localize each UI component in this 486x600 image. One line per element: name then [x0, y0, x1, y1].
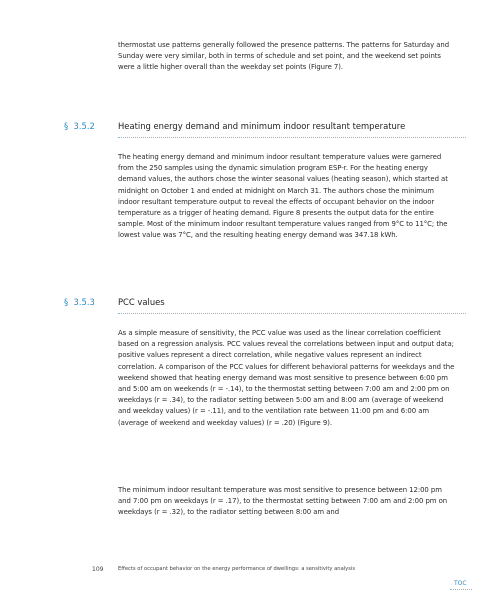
- section-title: PCC values: [118, 297, 165, 307]
- section-heading-3-5-2: [64, 121, 466, 143]
- running-title: Effects of occupant behavior on the energy performance of dwellings: a sensitivity analysis: [118, 566, 356, 572]
- section-symbol: §: [64, 297, 69, 307]
- section-title: Heating energy demand and minimum indoor resultant temperature: [118, 121, 406, 131]
- section-heading-3-5-3: [64, 297, 466, 319]
- toc-link[interactable]: TOC: [454, 580, 467, 587]
- section-number-text: 3.5.2: [73, 121, 95, 131]
- section-symbol: §: [64, 121, 69, 131]
- paragraph-heating-demand: The heating energy demand and minimum indoor resultant temperature values were garnered from the 250 samples using the dynamic simulation program ESP-r. For the heating energy demand values, the authors chose the winter seasonal values (heating season), which started at midnight on October 1 and ended at midnight on March 31. The authors chose the minimum indoor resultant temperature output to reveal the effects of occupant behavior on the indoor temperature as a trigger of heating demand. Figure 8 presents the output data for the entire sample. Most of the minimum indoor resultant temperature values ranged from 9°C to 11°C; the lowest value was 7°C, and the resulting heating energy demand was 347.18 kWh.: [118, 153, 448, 240]
- page-footer: [0, 566, 486, 578]
- paragraph-min-temperature: The minimum indoor resultant temperature was most sensitive to presence between 12:00 pm and 7:00 pm on weekdays (r = .17), to the thermostat setting between 7:00 am and 2:00 pm on weekdays (r = .32), to the radiator setting between 8:00 am and: [118, 486, 448, 517]
- section-number: [64, 121, 95, 131]
- page-number: 109: [92, 566, 104, 573]
- section-divider: [118, 313, 466, 314]
- paragraph-pcc-values: As a simple measure of sensitivity, the PCC value was used as the linear correlation coefficient based on a regression analysis. PCC values reveal the correlations between input and output data; positive values represent a direct correlation, while negative values represent an indirect correlation. A comparison of the PCC values for different behavioral patterns for weekdays and the weekend showed that heating energy demand was most sensitive to presence between 6:00 pm and 5:00 am on weekends (r = -.14), to the thermostat setting between 7:00 am and 2:00 pm on weekdays (r = .34), to the radiator setting between 5:00 am and 8:00 am (average of weekend and weekday values) (r = -.11), and to the ventilation rate between 11:00 pm and 6:00 am (average of weekend and weekday values) (r = .20) (Figure 9).: [118, 329, 455, 427]
- section-divider: [118, 137, 466, 138]
- section-number-text: 3.5.3: [73, 297, 95, 307]
- toc-divider: [450, 589, 472, 590]
- paragraph-presence-patterns: thermostat use patterns generally followed the presence patterns. The patterns for Saturday and Sunday were very similar, both in terms of schedule and set point, and the weekend set points were a little higher overall than the weekday set points (Figure 7).: [118, 41, 450, 72]
- section-number: [64, 297, 95, 307]
